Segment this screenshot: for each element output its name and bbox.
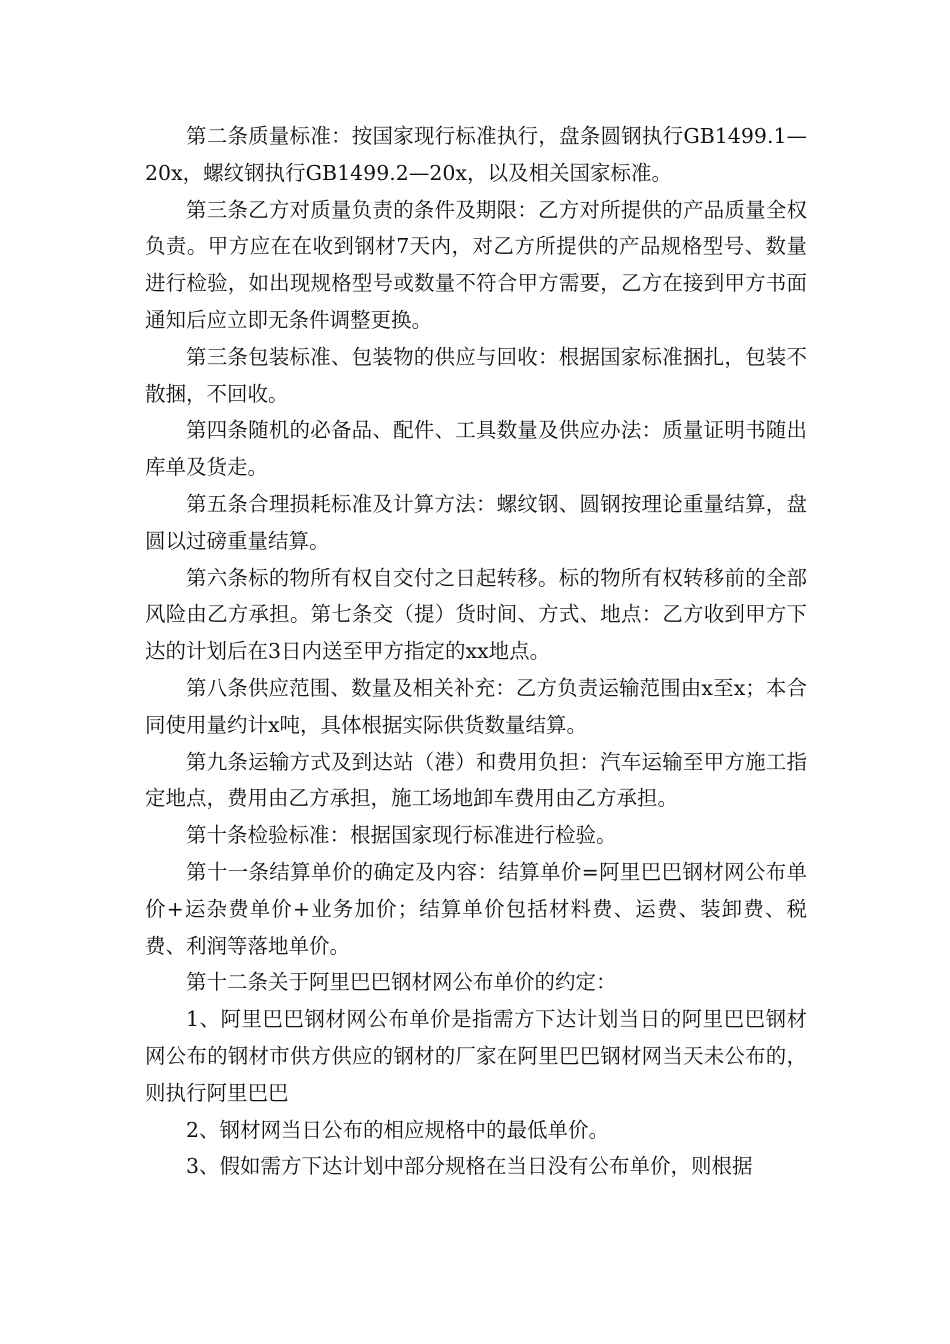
article-2-quality-standard: 第二条质量标准：按国家现行标准执行，盘条圆钢执行GB1499.1—20x，螺纹钢执行GB1499.2—20x，以及相关国家标准。 <box>145 124 807 185</box>
document-body <box>145 118 807 1185</box>
article-6-7-ownership-delivery: 第六条标的物所有权自交付之日起转移。标的物所有权转移前的全部风险由乙方承担。第七条交（提）货时间、方式、地点：乙方收到甲方下达的计划后在3日内送至甲方指定的xx地点。 <box>145 565 807 664</box>
article-3-packaging-standard: 第三条包装标准、包装物的供应与回收：根据国家标准捆扎，包装不散捆，不回收。 <box>145 344 807 406</box>
article-8-supply-scope: 第八条供应范围、数量及相关补充：乙方负责运输范围由x至x；本合同使用量约计x吨，具体根据实际供货数量结算。 <box>145 675 807 737</box>
article-3-quality-responsibility: 第三条乙方对质量负责的条件及期限：乙方对所提供的产品质量全权负责。甲方应在在收到钢材7天内，对乙方所提供的产品规格型号、数量进行检验，如出现规格型号或数量不符合甲方需要，乙方在接到甲方书面通知后应立即无条件调整更换。 <box>145 197 807 332</box>
clause-3: 3、假如需方下达计划中部分规格在当日没有公布单价，则根据 <box>186 1154 753 1179</box>
article-12-price-agreement: 第十二条关于阿里巴巴钢材网公布单价的约定： <box>186 970 617 995</box>
clause-1: 1、阿里巴巴钢材网公布单价是指需方下达计划当日的阿里巴巴钢材网公布的钢材市供方供应的钢材的厂家在阿里巴巴钢材网当天未公布的，则执行阿里巴巴 <box>145 1007 807 1105</box>
clause-2: 2、钢材网当日公布的相应规格中的最低单价。 <box>186 1117 610 1142</box>
article-5-loss-standard: 第五条合理损耗标准及计算方法：螺纹钢、圆钢按理论重量结算，盘圆以过磅重量结算。 <box>145 491 807 553</box>
article-10-inspection: 第十条检验标准：根据国家现行标准进行检验。 <box>186 823 617 848</box>
article-4-accessories: 第四条随机的必备品、配件、工具数量及供应办法：质量证明书随出库单及货走。 <box>145 418 807 480</box>
article-9-transport: 第九条运输方式及到达站（港）和费用负担：汽车运输至甲方施工指定地点，费用由乙方承担，施工场地卸车费用由乙方承担。 <box>145 749 807 811</box>
article-11-settlement-price: 第十一条结算单价的确定及内容：结算单价=阿里巴巴钢材网公布单价+运杂费单价+业务加价；结算单价包括材料费、运费、装卸费、税费、利润等落地单价。 <box>145 859 807 958</box>
